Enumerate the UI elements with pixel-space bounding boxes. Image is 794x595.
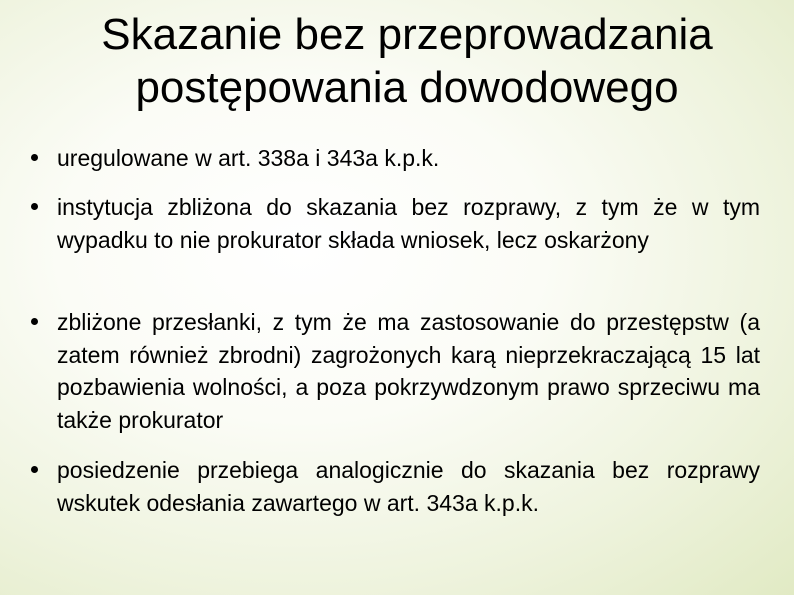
bullet-item-1 [57,142,760,175]
slide-title-line-2: postępowania dowodowego [135,63,679,112]
bullet-dot-icon [31,154,38,161]
bullet-item-4 [57,454,760,519]
bullet-dot-icon [31,466,38,473]
bullet-dot-icon [31,318,38,325]
slide-title-line-1: Skazanie bez przeprowadzania [101,10,713,59]
bullet-dot-icon [31,203,38,210]
bullet-text: uregulowane w art. 338a i 343a k.p.k. [57,145,440,171]
bullet-item-2 [57,191,760,256]
bullet-text: posiedzenie przebiega analogicznie do skazania bez rozprawy wskutek odesłania zawartego w art. 343a k.p.k. [57,457,760,516]
bullet-item-3 [57,306,760,436]
bullet-text: zbliżone przesłanki, z tym że ma zastosowanie do przestępstw (a zatem również zbrodni) zagrożonych karą nieprzekraczającą 15 lat pozbawienia wolności, a poza pokrzywdzonym prawo sprzeciwu ma także prokurator [57,309,760,433]
bullet-text: instytucja zbliżona do skazania bez rozprawy, z tym że w tym wypadku to nie prokurator składa wniosek, lecz oskarżony [57,194,760,253]
slide-title [40,8,774,114]
